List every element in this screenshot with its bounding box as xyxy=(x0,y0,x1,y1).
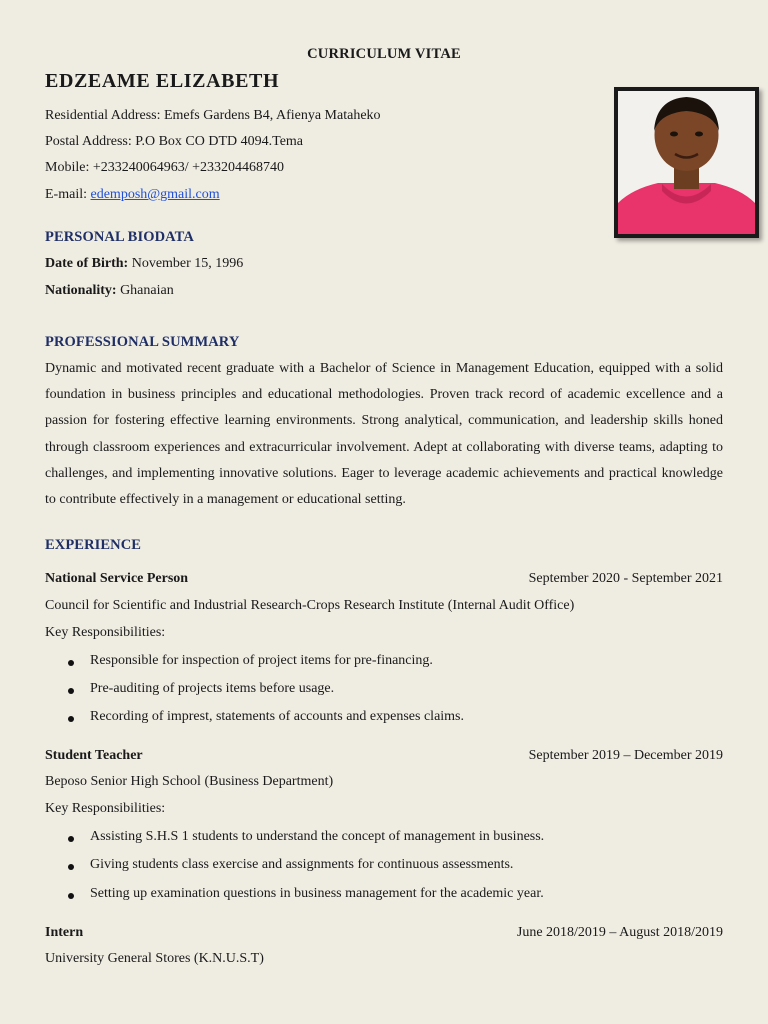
experience-heading: EXPERIENCE xyxy=(45,537,142,553)
job-organization: University General Stores (K.N.U.S.T) xyxy=(45,951,264,966)
job-organization: Council for Scientific and Industrial Research-Crops Research Institute (Internal Audit Office) xyxy=(45,598,575,613)
profile-photo xyxy=(614,87,759,238)
nationality-label: Nationality: xyxy=(45,283,117,298)
dob-value: November 15, 1996 xyxy=(131,256,244,271)
portrait-illustration xyxy=(618,91,755,234)
responsibilities-label: Key Responsibilities: xyxy=(45,625,166,640)
bullet-icon xyxy=(68,836,74,842)
dob-label: Date of Birth: xyxy=(45,256,129,271)
job-title: Student Teacher xyxy=(45,748,143,763)
email-line xyxy=(45,187,220,203)
job-date: September 2020 - September 2021 xyxy=(528,571,723,586)
responsibilities-label: Key Responsibilities: xyxy=(45,801,166,816)
job-title: Intern xyxy=(45,925,84,940)
residential-address: Residential Address: Emefs Gardens B4, Afienya Mataheko xyxy=(45,108,381,123)
bullet-icon xyxy=(68,688,74,694)
document-title: CURRICULUM VITAE xyxy=(307,46,461,62)
candidate-name: EDZEAME ELIZABETH xyxy=(45,70,280,92)
nationality xyxy=(45,283,174,299)
postal-address: Postal Address: P.O Box CO DTD 4094.Tema xyxy=(45,134,304,149)
job-organization: Beposo Senior High School (Business Department) xyxy=(45,774,334,789)
mobile-number: Mobile: +233240064963/ +233204468740 xyxy=(45,160,285,175)
job-date: June 2018/2019 – August 2018/2019 xyxy=(516,925,723,940)
biodata-heading: PERSONAL BIODATA xyxy=(45,229,194,245)
bullet-icon xyxy=(68,864,74,870)
bullet-icon xyxy=(68,660,74,666)
date-of-birth xyxy=(45,256,243,272)
email-link[interactable]: edemposh@gmail.com xyxy=(90,187,220,202)
bullet-icon xyxy=(68,716,74,722)
email-label: E-mail: xyxy=(45,187,91,202)
job-title: National Service Person xyxy=(45,571,189,586)
job-date: September 2019 – December 2019 xyxy=(528,748,723,763)
bullet-icon xyxy=(68,893,74,899)
nationality-value: Ghanaian xyxy=(120,283,174,298)
summary-heading: PROFESSIONAL SUMMARY xyxy=(45,334,240,350)
summary-paragraph: Dynamic and motivated recent graduate with a Bachelor of Science in Management Education, equipped with a solid foundation in business principles and educational methodologies. Proven track record of academic excellence and a passion for fostering effective learning environments. Strong analytical, communication, and leadership skills honed through classroom experiences and extracurricular involvement. Adept at collaborating with diverse teams, adapting to challenges, and implementing innovative solutions. Eager to leverage academic achievements and practical knowledge to contribute effectively in a management or educational setting. xyxy=(45,361,723,508)
